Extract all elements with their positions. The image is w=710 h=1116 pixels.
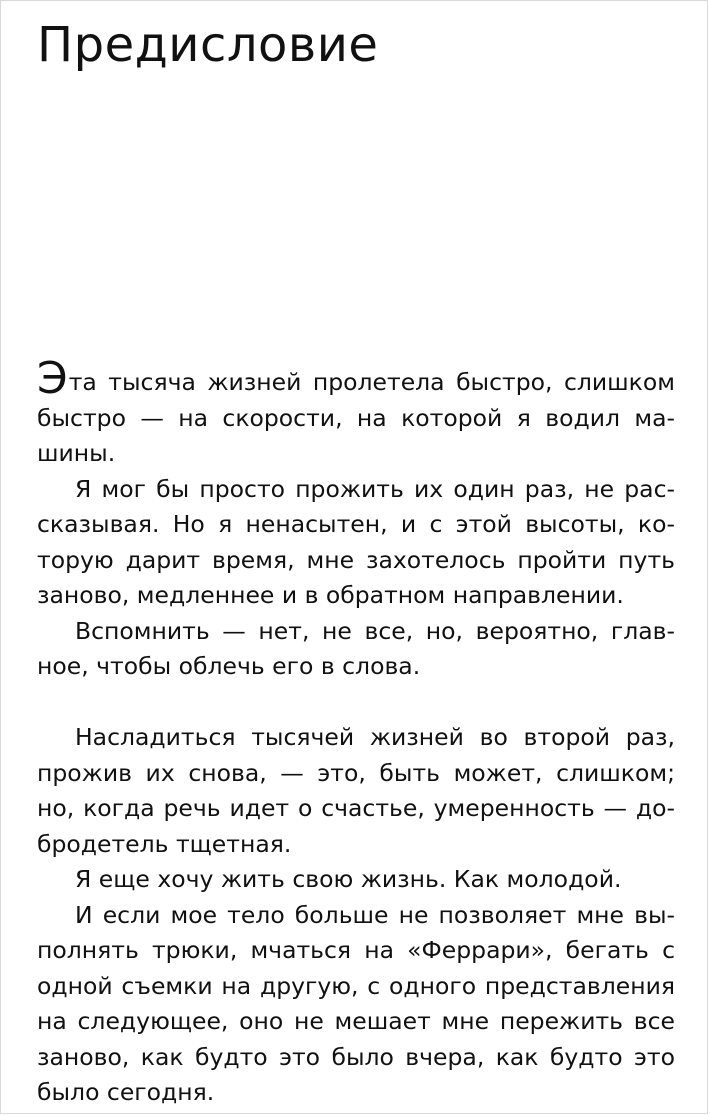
paragraph-1 xyxy=(37,353,675,472)
paragraph-1-text: та тысяча жизней пролетела быстро, слишком быстро — на скорости, на которой я водил машины. xyxy=(37,368,675,467)
paragraph-2: Я мог бы просто прожить их один раз, не рассказывая. Но я ненасытен, и с этой высоты, которую дарит время, мне захотелось пройти путь заново, медленнее и в обратном направлении. xyxy=(37,474,675,609)
paragraph-4: Насладиться тысячей жизней во второй раз, прожив их снова, — это, быть может, слишком; но, когда речь идет о счастье, умеренность — добродетель тщетная. xyxy=(37,723,675,858)
paragraph-6: И если мое тело больше не позволяет мне выполнять трюки, мчаться на «Феррари», бегать с одной съемки на другую, с одного представления на следующее, оно не мешает мне пережить все заново, как будто это было вчера, как будто это было сегодня. xyxy=(37,900,675,1106)
page-title: Предисловие xyxy=(37,17,379,73)
body-text xyxy=(37,353,675,1111)
paragraph-3: Вспомнить — нет, не все, но, вероятно, главное, чтобы облечь его в слова. xyxy=(37,616,675,680)
paragraph-5: Я еще хочу жить свою жизнь. Как молодой. xyxy=(75,865,622,893)
drop-cap: Э xyxy=(37,353,68,404)
